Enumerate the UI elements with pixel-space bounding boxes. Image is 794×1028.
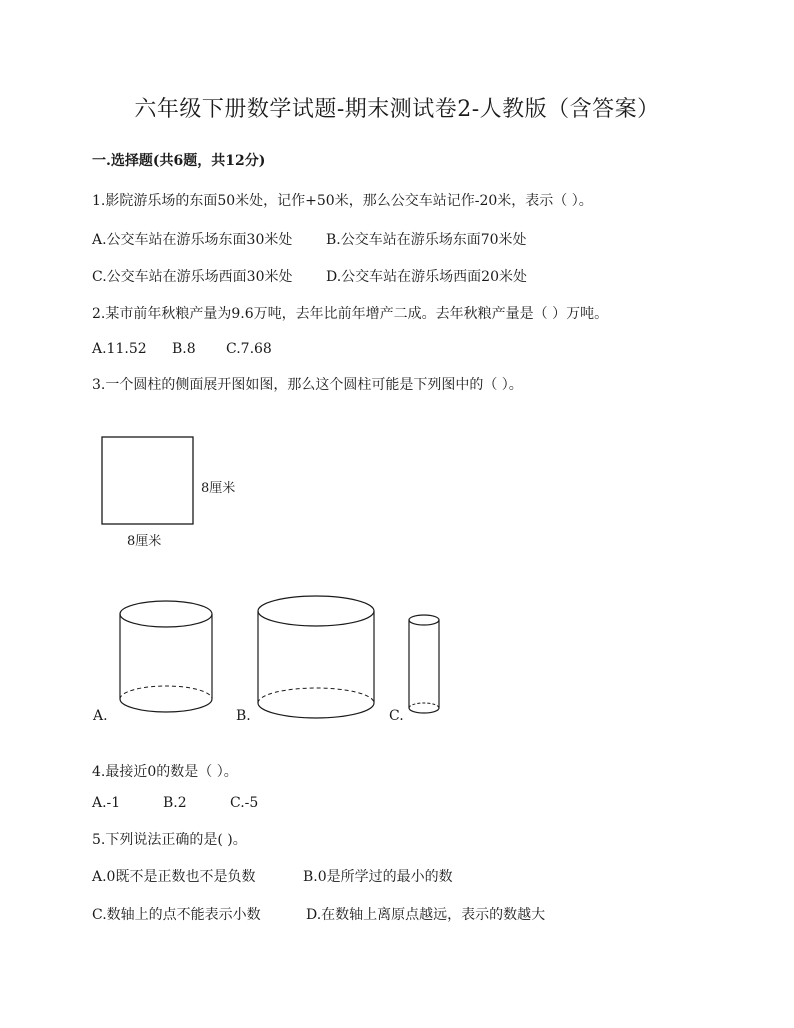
question-1-option-d: D.公交车站在游乐场西面20米处 xyxy=(326,269,527,285)
question-4-stem: 4.最接近0的数是（ ）。 xyxy=(92,764,238,780)
question-3-option-a: A. xyxy=(93,708,108,724)
question-3-option-c: C. xyxy=(389,708,404,724)
cylinder-a xyxy=(120,601,212,712)
question-5-stem: 5.下列说法正确的是( )。 xyxy=(92,832,247,848)
question-4-option-a: A.-1 xyxy=(92,795,121,811)
section-heading: 一.选择题(共6题，共12分) xyxy=(92,153,266,169)
question-2-option-a: A.11.52 xyxy=(92,341,147,357)
question-5-option-a: A.0既不是正数也不是负数 xyxy=(92,869,256,885)
question-2-stem: 2.某市前年秋粮产量为9.6万吨，去年比前年增产二成。去年秋粮产量是（ ）万吨。 xyxy=(92,306,609,322)
cylinder-b xyxy=(258,596,374,718)
question-1-option-b: B.公交车站在游乐场东面70米处 xyxy=(326,232,527,248)
question-3-option-b: B. xyxy=(236,708,251,724)
square-side-label: 8厘米 xyxy=(201,481,236,496)
question-5-option-b: B.0是所学过的最小的数 xyxy=(303,869,453,885)
question-5-option-c: C.数轴上的点不能表示小数 xyxy=(92,907,261,923)
question-1-option-c: C.公交车站在游乐场西面30米处 xyxy=(92,269,293,285)
question-2-option-b: B.8 xyxy=(172,341,196,357)
unfolded-square xyxy=(102,437,193,524)
question-2-option-c: C.7.68 xyxy=(226,341,272,357)
question-4-option-c: C.-5 xyxy=(230,795,259,811)
question-1-option-a: A.公交车站在游乐场东面30米处 xyxy=(92,232,293,248)
page-title: 六年级下册数学试题-期末测试卷2-人教版（含答案） xyxy=(134,97,660,122)
square-bottom-label: 8厘米 xyxy=(127,534,162,549)
cylinder-c xyxy=(409,615,439,713)
question-3-stem: 3.一个圆柱的侧面展开图如图，那么这个圆柱可能是下列图中的（ ）。 xyxy=(92,377,523,393)
question-5-option-d: D.在数轴上离原点越远，表示的数越大 xyxy=(306,907,546,923)
question-4-option-b: B.2 xyxy=(163,795,187,811)
question-1-stem: 1.影院游乐场的东面50米处，记作+50米，那么公交车站记作-20米，表示（ ）。 xyxy=(92,193,593,209)
